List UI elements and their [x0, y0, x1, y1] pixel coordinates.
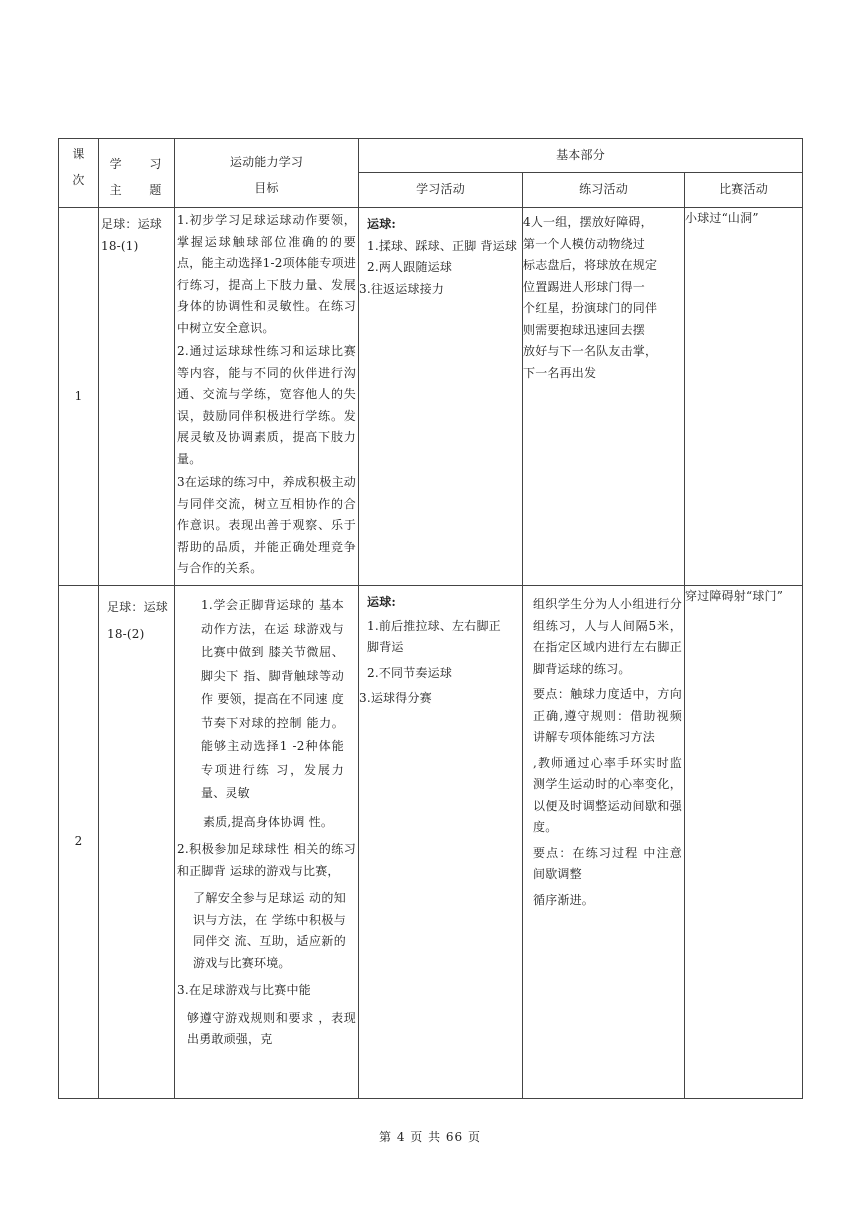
lesson-number: 1	[59, 208, 99, 586]
learning-heading: 运球:	[367, 595, 397, 609]
practice-line: 位置踢进人形球门得一	[523, 279, 646, 294]
lesson-topic: 足球：运球18-(1)	[99, 208, 175, 586]
practice-line: 4人一组，摆放好障碍，	[523, 215, 653, 229]
goal-paragraph: 够遵守游戏规则和要求 ，表现出勇敢顽强，克	[187, 1010, 356, 1046]
header-learning-activity: 学习活动	[359, 173, 523, 208]
page-number: 第 4 页 共 66 页	[379, 1130, 481, 1144]
practice-line: 标志盘后，将球放在规定	[523, 258, 658, 272]
goal-paragraph: 1.初步学习足球运球动作要领，掌握运球触球部位准确的的要点，能主动选择1-2项体能专项进行练习，提高上下肢力量、发展身体的协调性和灵敏性。在练习中树立安全意识。	[177, 213, 356, 335]
lesson-plan-table	[58, 138, 803, 1099]
learning-activity-cell	[359, 586, 523, 1099]
competition-activity-cell: 小球过“山洞”	[685, 208, 803, 586]
header-practice-activity: 练习活动	[523, 173, 685, 208]
learning-activity-cell	[359, 208, 523, 586]
practice-line: 个红星，扮演球门的同伴	[523, 301, 658, 315]
table-row	[59, 208, 803, 586]
learning-item: 1.前后推拉球、左右脚正脚背运	[367, 618, 501, 654]
lesson-number: 2	[59, 586, 99, 1099]
goal-paragraph: 素质,提高身体协调 性。	[203, 814, 334, 829]
practice-paragraph: 要点：在练习过程 中注意间歇调整	[533, 845, 682, 881]
header-ability-goal: 运动能力学习 目标	[175, 139, 359, 208]
learning-item: 2.两人跟随运球	[367, 260, 453, 274]
practice-paragraph: ,教师通过心率手环实时监测学生运动时的心率变化，以便及时调整运动间歇和强度。	[533, 755, 682, 834]
header-basic-part: 基本部分	[359, 139, 803, 173]
goal-paragraph: 2.通过运球球性练习和运球比赛等内容，能与不同的伙伴进行沟通、交流与学练，宽容他人的失误，鼓励同伴积极进行学练。发展灵敏及协调素质，提高下肢力量。	[177, 344, 356, 466]
lesson-goals	[175, 586, 359, 1099]
practice-line: 第一个人模仿动物绕过	[523, 236, 646, 251]
goal-paragraph: 了解安全参与足球运 动的知识与方法，在 学练中积极与同伴交 流、互助，适应新的 游戏与比赛环境。	[193, 891, 346, 970]
goal-paragraph: 3.在足球游戏与比赛中能	[177, 983, 311, 997]
learning-item: 3.运球得分赛	[359, 691, 432, 705]
goal-paragraph: 3在运球的练习中，养成积极主动与同伴交流，树立互相协作的合作意识。表现出善于观察、乐于帮助的品质，并能正确处理竞争与合作的关系。	[177, 475, 356, 575]
practice-paragraph: 要点：触球力度适中，方向正确,遵守规则：借助视频讲解专项体能练习方法	[533, 687, 682, 744]
table-row	[59, 586, 803, 1099]
practice-paragraph: 组织学生分为人小组进行分组练习，人与人间隔5米，在指定区域内进行左右脚正脚背运球的练习。	[533, 597, 682, 676]
practice-activity-cell	[523, 586, 685, 1099]
learning-item: 3.往返运球接力	[359, 281, 445, 296]
header-competition-activity: 比赛活动	[685, 173, 803, 208]
practice-paragraph: 循序渐进。	[533, 892, 595, 907]
lesson-goals	[175, 208, 359, 586]
learning-heading: 运球:	[367, 217, 397, 231]
practice-line: 下一名再出发	[523, 365, 597, 380]
practice-line: 放好与下一名队友击掌，	[523, 344, 658, 358]
competition-activity-cell: 穿过障碍射“球门”	[685, 586, 803, 1099]
practice-activity-cell	[523, 208, 685, 586]
header-learning-topic: 学 习 主 题	[99, 139, 175, 208]
lesson-topic: 足球：运球18-(2)	[99, 586, 175, 1099]
goal-paragraph: 1.学会正脚背运球的 基本动作方法，在运 球游戏与比赛中做到 膝关节微屈、脚尖下 指、脚背触球等动作 要领，提高在不同速 度节奏下对球的控制 能力。能够主动选择1 -2种体能专项进行练 习，发展力量、灵敏	[201, 598, 344, 800]
learning-item: 1.揉球、踩球、正脚 背运球	[367, 238, 518, 253]
header-lesson-number: 课 次	[59, 139, 99, 208]
goal-paragraph: 2.积极参加足球球性 相关的练习和正脚背 运球的游戏与比赛，	[177, 842, 356, 878]
learning-item: 2.不同节奏运球	[367, 665, 453, 680]
practice-line: 则需要抱球迅速回去摆	[523, 322, 646, 337]
